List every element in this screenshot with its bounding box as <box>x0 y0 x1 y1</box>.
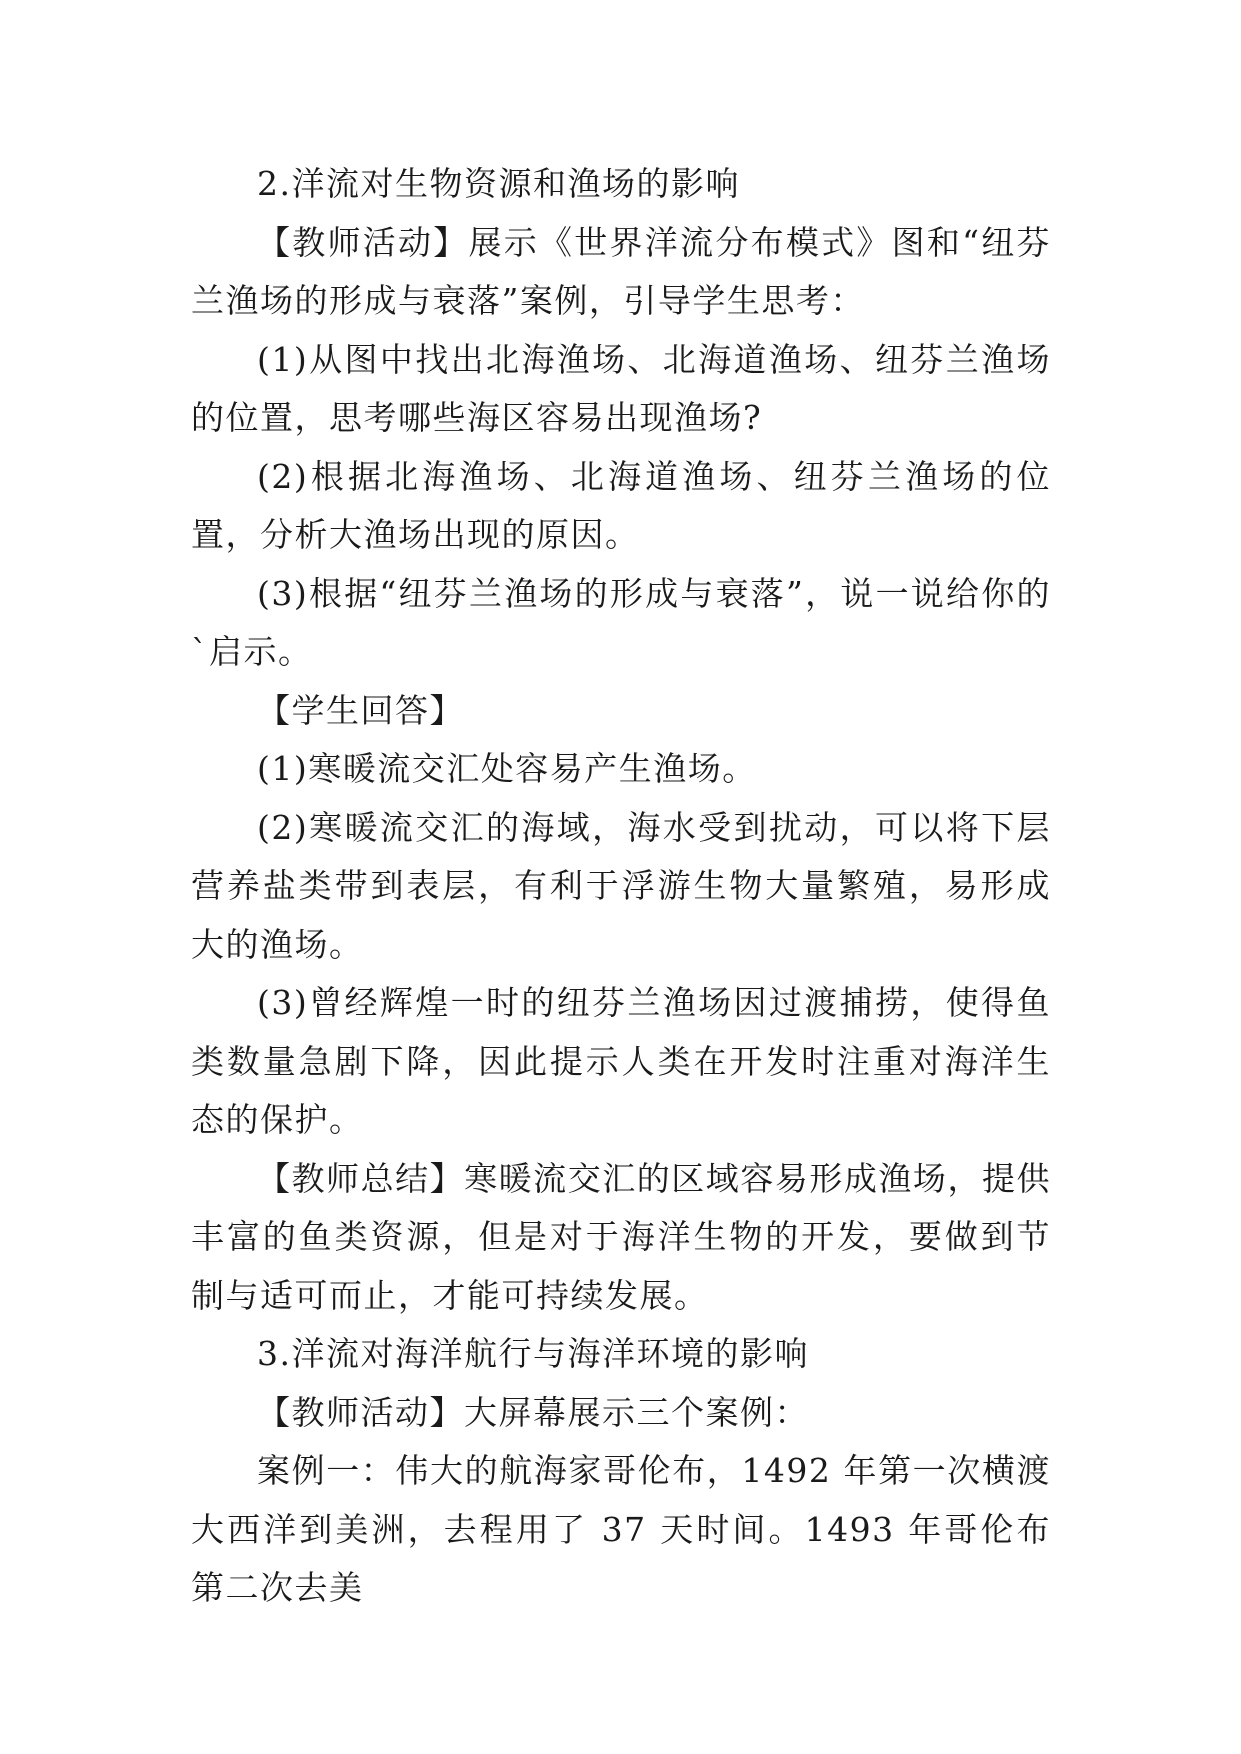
section-heading-3: 3.洋流对海洋航行与海洋环境的影响 <box>257 1334 809 1373</box>
teacher-activity-paragraph: 【教师活动】展示《世界洋流分布模式》图和“纽芬兰渔场的形成与衰落”案例，引导学生思考： <box>191 222 1051 320</box>
document-body <box>191 155 1051 1618</box>
question-1: (1)从图中找出北海渔场、北海道渔场、纽芬兰渔场的位置，思考哪些海区容易出现渔场? <box>191 339 1051 437</box>
answer-2: (2)寒暖流交汇的海域，海水受到扰动，可以将下层营养盐类带到表层，有利于浮游生物大量繁殖，易形成大的渔场。 <box>191 807 1051 964</box>
question-2: (2)根据北海渔场、北海道渔场、纽芬兰渔场的位置，分析大渔场出现的原因。 <box>191 456 1051 554</box>
answer-1: (1)寒暖流交汇处容易产生渔场。 <box>257 749 757 788</box>
answer-3: (3)曾经辉煌一时的纽芬兰渔场因过渡捕捞，使得鱼类数量急剧下降，因此提示人类在开发时注重对海洋生态的保护。 <box>191 983 1051 1139</box>
case-one-paragraph: 案例一：伟大的航海家哥伦布，1492 年第一次横渡大西洋到美洲，去程用了 37 天时间。1493 年哥伦布第二次去美 <box>191 1451 1051 1607</box>
teacher-summary-paragraph: 【教师总结】寒暖流交汇的区域容易形成渔场，提供丰富的鱼类资源，但是对于海洋生物的开发，要做到节制与适可而止，才能可持续发展。 <box>191 1158 1051 1315</box>
student-answer-heading: 【学生回答】 <box>257 690 464 730</box>
teacher-activity-cases: 【教师活动】大屏幕展示三个案例： <box>257 1392 809 1432</box>
section-heading-2: 2.洋流对生物资源和渔场的影响 <box>257 164 740 203</box>
question-3: (3)根据“纽芬兰渔场的形成与衰落”，说一说给你的`启示。 <box>191 573 1051 671</box>
